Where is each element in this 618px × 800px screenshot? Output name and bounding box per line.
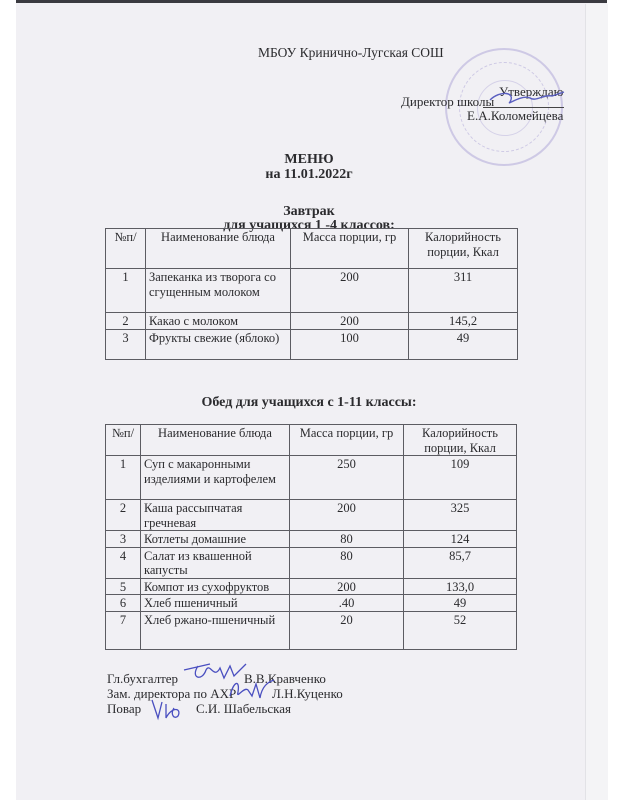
row-number: 2 <box>106 500 141 531</box>
dish-mass: 20 <box>290 611 404 649</box>
dish-name: Компот из сухофруктов <box>141 578 290 595</box>
dish-kcal: 124 <box>404 531 517 548</box>
table-row <box>106 456 517 500</box>
column-header-mass: Масса порции, гр <box>291 229 409 269</box>
school-name: МБОУ Кринично-Лугская СОШ <box>258 45 444 60</box>
dish-kcal: 325 <box>404 500 517 531</box>
table-row <box>106 547 517 578</box>
dish-kcal: 52 <box>404 611 517 649</box>
table-row <box>106 611 517 649</box>
column-header-dish: Наименование блюда <box>146 229 291 269</box>
row-number: 3 <box>106 329 146 359</box>
lunch-title: Обед для учащихся с 1-11 классы: <box>201 395 417 410</box>
table-row <box>106 595 517 612</box>
dish-kcal: 145,2 <box>409 313 518 330</box>
dish-kcal: 85,7 <box>404 547 517 578</box>
table-header-row <box>106 425 517 456</box>
dish-mass: 200 <box>291 269 409 313</box>
table-row <box>106 269 518 313</box>
dish-name: Какао с молоком <box>146 313 291 330</box>
breakfast-subtitle: для учащихся 1 -4 классов: <box>223 218 395 233</box>
director-signature <box>486 88 566 108</box>
dish-name: Суп с макаронными изделиями и картофелем <box>141 456 290 500</box>
lunch-table <box>105 424 517 650</box>
dish-name: Запеканка из творога со сгущенным молоком <box>146 269 291 313</box>
signature-role-cook: Повар <box>107 701 142 716</box>
row-number: 6 <box>106 595 141 612</box>
dish-kcal: 49 <box>409 329 518 359</box>
signature-name-accountant: В.В.Кравченко <box>244 671 326 686</box>
column-header-number: №п/ <box>106 425 141 456</box>
approve-label: Утверждаю <box>499 84 564 99</box>
signature-name-deputy: Л.Н.Куценко <box>272 686 343 701</box>
table-row <box>106 500 517 531</box>
dish-name: Салат из квашенной капусты <box>141 547 290 578</box>
signature-name-cook: С.И. Шабельская <box>196 701 291 716</box>
deputy-signature <box>226 676 276 702</box>
column-header-kcal: Калорийность порции, Ккал <box>404 425 517 456</box>
dish-name: Хлеб пшеничный <box>141 595 290 612</box>
signature-role-deputy: Зам. директора по АХР <box>107 686 237 701</box>
dish-mass: 200 <box>291 313 409 330</box>
dish-kcal: 49 <box>404 595 517 612</box>
row-number: 5 <box>106 578 141 595</box>
dish-mass: 250 <box>290 456 404 500</box>
dish-name: Котлеты домашние <box>141 531 290 548</box>
dish-mass: .40 <box>290 595 404 612</box>
dish-kcal: 311 <box>409 269 518 313</box>
table-header-row <box>106 229 518 269</box>
column-header-kcal: Калорийность порции, Ккал <box>409 229 518 269</box>
director-label: Директор школы <box>401 94 495 109</box>
row-number: 1 <box>106 456 141 500</box>
signature-role-accountant: Гл.бухгалтер <box>107 671 179 686</box>
breakfast-table <box>105 228 518 360</box>
row-number: 4 <box>106 547 141 578</box>
row-number: 2 <box>106 313 146 330</box>
column-header-dish: Наименование блюда <box>141 425 290 456</box>
cook-signature <box>148 696 188 722</box>
dish-mass: 200 <box>290 500 404 531</box>
breakfast-title: Завтрак <box>283 204 335 219</box>
director-name: Е.А.Коломейцева <box>467 108 564 123</box>
dish-mass: 200 <box>290 578 404 595</box>
table-row <box>106 329 518 359</box>
row-number: 7 <box>106 611 141 649</box>
table-row <box>106 531 517 548</box>
dish-kcal: 133,0 <box>404 578 517 595</box>
dish-mass: 100 <box>291 329 409 359</box>
dish-mass: 80 <box>290 547 404 578</box>
menu-title: МЕНЮ <box>284 152 334 167</box>
dish-name: Каша рассыпчатая гречневая <box>141 500 290 531</box>
dish-name: Фрукты свежие (яблоко) <box>146 329 291 359</box>
column-header-number: №п/ <box>106 229 146 269</box>
row-number: 1 <box>106 269 146 313</box>
dish-name: Хлеб ржано-пшеничный <box>141 611 290 649</box>
menu-date: на 11.01.2022г <box>265 167 353 182</box>
dish-kcal: 109 <box>404 456 517 500</box>
table-row <box>106 313 518 330</box>
column-header-mass: Масса порции, гр <box>290 425 404 456</box>
row-number: 3 <box>106 531 141 548</box>
dish-mass: 80 <box>290 531 404 548</box>
table-row <box>106 578 517 595</box>
